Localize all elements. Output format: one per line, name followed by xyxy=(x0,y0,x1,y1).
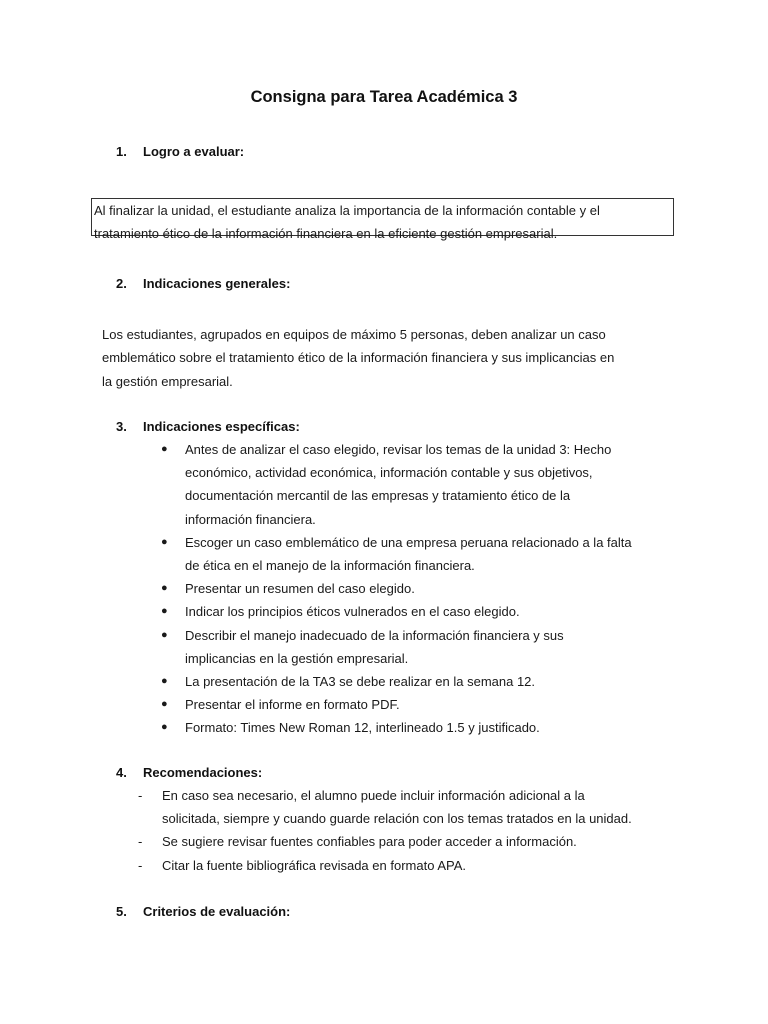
recommendation-item xyxy=(138,784,682,830)
recommendation-item-line: Citar la fuente bibliográfica revisada en formato APA. xyxy=(162,857,466,873)
section-title: Indicaciones específicas: xyxy=(143,419,300,434)
bullet-item-marker: ● xyxy=(161,721,168,734)
bullet-item-line: Escoger un caso emblemático de una empresa peruana relacionado a la falta xyxy=(185,534,632,550)
section-heading-especificas xyxy=(116,419,300,434)
logro-line: tratamiento ético de la información financiera en la eficiente gestión empresarial. xyxy=(94,226,558,241)
bullet-item-marker: ● xyxy=(161,535,168,548)
section-heading-logro xyxy=(116,144,244,159)
section-number: 3. xyxy=(116,419,127,434)
recommendation-item xyxy=(138,854,682,877)
bullet-item xyxy=(161,693,685,716)
bullet-item-line: Indicar los principios éticos vulnerados en el caso elegido. xyxy=(185,604,520,620)
bullet-item-marker: ● xyxy=(161,675,168,688)
logro-box xyxy=(91,198,674,241)
bullet-item xyxy=(161,531,685,577)
paragraph-line: la gestión empresarial. xyxy=(102,373,233,389)
recommendation-item-line: En caso sea necesario, el alumno puede incluir información adicional a la xyxy=(162,788,585,803)
section-number: 4. xyxy=(116,765,127,780)
bullet-item-line: La presentación de la TA3 se debe realizar en la semana 12. xyxy=(185,674,536,690)
bullet-item xyxy=(161,438,685,531)
bullet-item-marker: ● xyxy=(161,698,168,711)
specific-indications-list xyxy=(161,438,685,740)
section-title: Indicaciones generales: xyxy=(143,276,291,291)
section-heading-recomendaciones xyxy=(116,765,262,780)
paragraph-line: Los estudiantes, agrupados en equipos de máximo 5 personas, deben analizar un caso xyxy=(102,327,606,342)
bullet-item-line: económico, actividad económica, información contable y sus objetivos, xyxy=(185,465,593,481)
bullet-item-line: documentación mercantil de las empresas y tratamiento ético de la xyxy=(185,488,571,504)
recommendation-item-line: solicitada, siempre y cuando guarde relación con los temas tratados en la unidad. xyxy=(162,811,632,827)
recommendation-item-marker: - xyxy=(138,788,143,803)
bullet-item-marker: ● xyxy=(161,628,168,641)
section-heading-criterios xyxy=(116,904,290,919)
logro-line: Al finalizar la unidad, el estudiante analiza la importancia de la información contable y el xyxy=(94,203,600,218)
section-number: 5. xyxy=(116,904,127,919)
bullet-item-marker: ● xyxy=(161,582,168,595)
recommendations-list xyxy=(138,784,682,877)
bullet-item-line: Describir el manejo inadecuado de la información financiera y sus xyxy=(185,627,564,643)
paragraph-line: emblemático sobre el tratamiento ético de la información financiera y sus implicancias en xyxy=(102,350,615,366)
general-paragraph xyxy=(102,323,682,393)
section-number: 2. xyxy=(116,276,127,291)
section-heading-generales xyxy=(116,276,290,291)
bullet-item xyxy=(161,716,685,739)
section-title: Recomendaciones: xyxy=(143,765,263,780)
bullet-item-line: Presentar un resumen del caso elegido. xyxy=(185,581,415,597)
recommendation-item-marker: - xyxy=(138,834,143,850)
bullet-item-line: Antes de analizar el caso elegido, revisar los temas de la unidad 3: Hecho xyxy=(185,442,612,457)
bullet-item-line: Formato: Times New Roman 12, interlineado 1.5 y justificado. xyxy=(185,720,540,736)
bullet-item xyxy=(161,600,685,623)
section-title: Logro a evaluar: xyxy=(143,144,245,159)
bullet-item-line: Presentar el informe en formato PDF. xyxy=(185,697,400,713)
bullet-item-line: de ética en el manejo de la información financiera. xyxy=(185,558,475,574)
section-number: 1. xyxy=(116,144,127,159)
bullet-item-line: información financiera. xyxy=(185,511,316,527)
bullet-item-line: implicancias en la gestión empresarial. xyxy=(185,650,409,666)
recommendation-item xyxy=(138,830,682,853)
recommendation-item-line: Se sugiere revisar fuentes confiables para poder acceder a información. xyxy=(162,834,577,850)
bullet-item xyxy=(161,670,685,693)
bullet-item-marker: ● xyxy=(161,605,168,618)
bullet-item xyxy=(161,577,685,600)
recommendation-item-marker: - xyxy=(138,857,143,873)
section-title: Criterios de evaluación: xyxy=(143,904,291,919)
bullet-item-marker: ● xyxy=(161,443,168,455)
page-title: Consigna para Tarea Académica 3 xyxy=(250,88,518,106)
bullet-item xyxy=(161,624,685,670)
